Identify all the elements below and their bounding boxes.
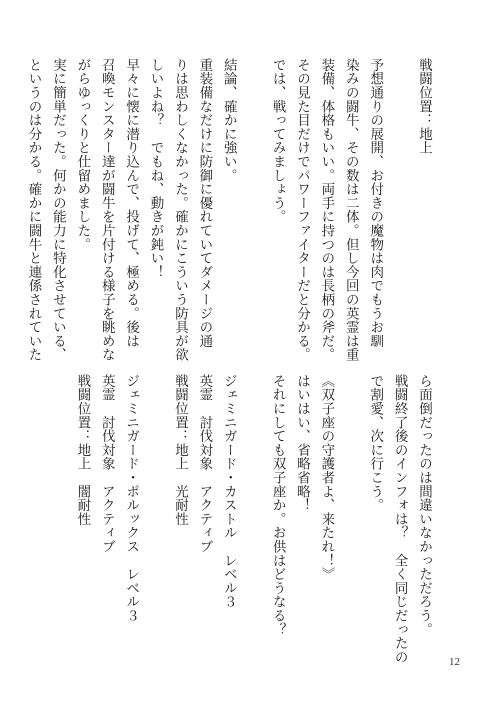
- text-line: [143, 374, 167, 624]
- text-line: [241, 374, 265, 624]
- text-line: 戦闘位置：地上 闇耐性: [74, 374, 91, 526]
- text-line: [387, 58, 411, 338]
- text-block-top: [21, 58, 436, 362]
- text-line: 英霊 討伐対象 アクティブ: [98, 374, 115, 554]
- text-line: 実に簡単だった。何かの能力に特化させている、: [49, 58, 66, 362]
- text-line: 重装備なだけに防御に優れていてダメージの通: [196, 58, 213, 348]
- text-line: ら面倒だったのは間違いなかっただろう。: [416, 374, 432, 637]
- text-line: それにしても双子座か。お供はどうなる？: [269, 374, 286, 637]
- text-line: では、戦ってみましょう。: [269, 58, 286, 224]
- text-line: 英霊 討伐対象 アクティブ: [196, 374, 213, 554]
- text-line: ジェミニガード・ポルックス レベル３: [123, 374, 140, 623]
- text-line: [338, 374, 362, 624]
- text-line: 結論、確かに強い。: [220, 58, 237, 183]
- text-line: 染みの闘牛、その数は二体。但し今回の英霊は重: [342, 58, 359, 362]
- text-block-bottom: [70, 374, 436, 664]
- text-line: がらゆっくりと仕留めました。: [74, 58, 91, 252]
- text-line: 装備、体格もいい。両手に持つのは長柄の斧だ。: [318, 58, 335, 362]
- text-line: 戦闘終了後のインフォは？ 全く同じだったの: [391, 374, 408, 664]
- text-line: 《双子座の守護者よ、来たれ！》: [318, 374, 335, 581]
- text-line: 早々に懐に潜り込んで、投げて、極める。後は: [123, 58, 140, 348]
- text-line: ジェミニガード・カストル レベル３: [220, 374, 237, 609]
- text-line: 戦闘位置：地上 光耐性: [171, 374, 188, 526]
- text-line: 戦闘位置：地上: [416, 58, 432, 155]
- text-line: その見た目だけでパワーファイターだと分かる。: [293, 58, 310, 362]
- page-number: 12: [449, 656, 460, 668]
- text-line: というのは分かる。確かに闘牛と連係されていた: [25, 58, 42, 362]
- text-line: 予想通りの展開、お付きの魔物は肉でもうお馴: [367, 58, 384, 348]
- text-line: しいよね？ でもね、動きが鈍い！: [147, 58, 164, 279]
- text-line: [241, 58, 265, 338]
- text-line: はいはい、省略省略！: [293, 374, 310, 512]
- text-line: りは思わしくなかった。確かにこういう防具が欲: [171, 58, 188, 362]
- text-line: 召喚モンスター達が闘牛を片付ける様子を眺めな: [98, 58, 115, 362]
- text-line: で割愛、次に行こう。: [367, 374, 384, 512]
